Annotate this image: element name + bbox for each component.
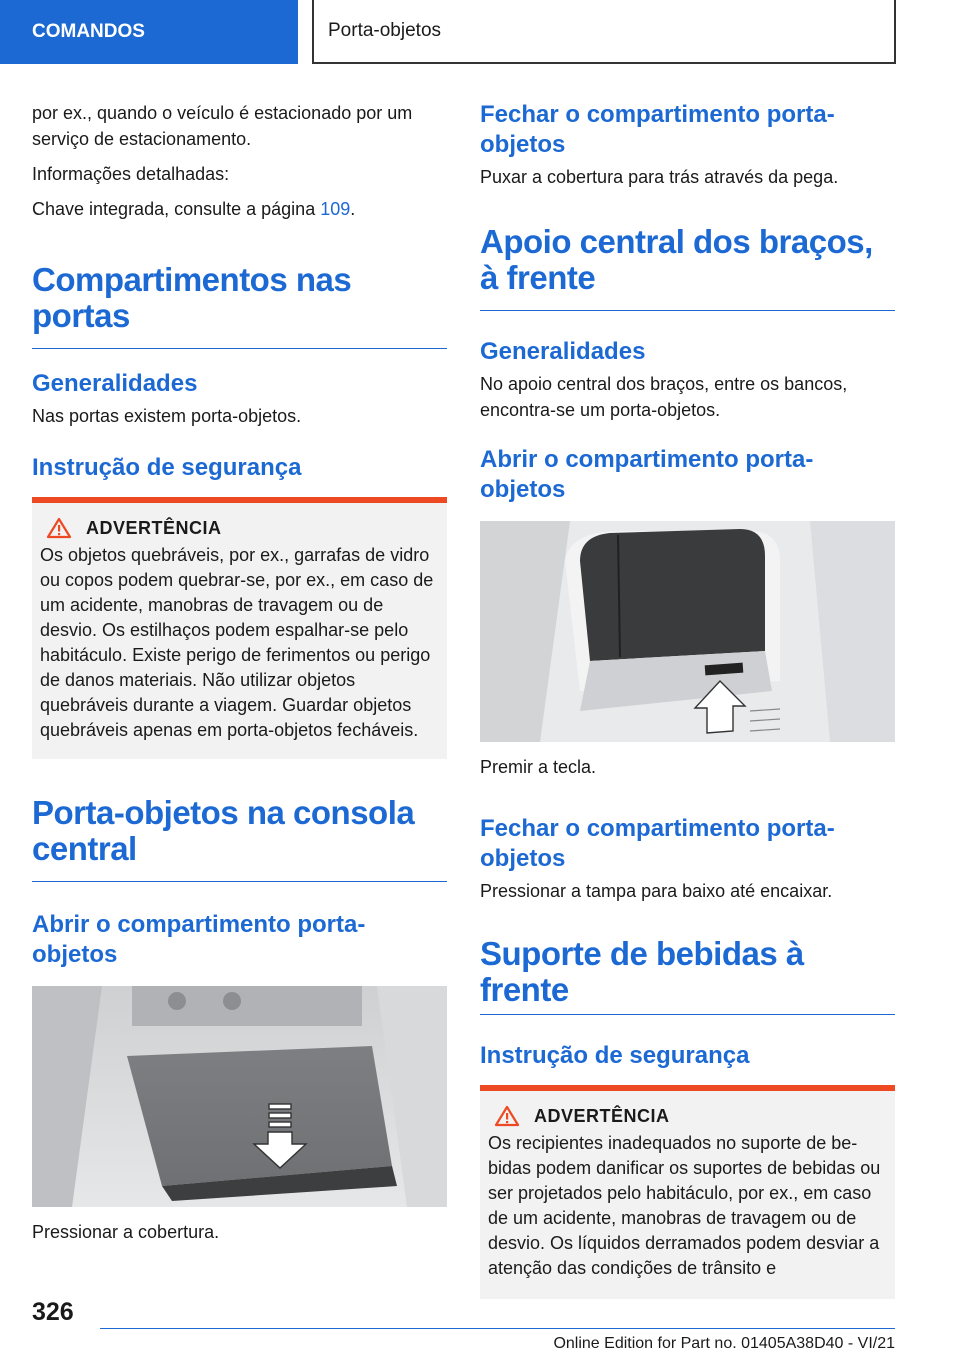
heading-safety: Instrução de segurança: [32, 454, 302, 481]
warning-text: Os recipientes inadequados no suporte de bebidas podem danificar os suportes de bebidas ou ser projetados pelo habitáculo, por ex., em caso de um acidente, manobras de travagem ou de desvio. Os líquidos derramados podem desviar a atenção das condições de trânsito e: [488, 1133, 881, 1278]
right-column: [480, 100, 895, 1299]
heading-door-compartments: Compartimentos nas portas: [32, 262, 447, 349]
chapter-title: Porta-objetos: [328, 20, 442, 41]
general-paragraph: No apoio central dos braços, entre os bancos, encontra-se um porta-objetos.: [480, 374, 848, 420]
general-paragraph: Nas portas existem porta-objetos.: [32, 406, 302, 426]
page-number: 326: [32, 1298, 74, 1326]
edition-text: Online Edition for Part no. 01405A38D40 - VI/21: [553, 1335, 895, 1352]
console-compartment-figure: [32, 986, 447, 1207]
warning-triangle-icon: [494, 1105, 520, 1127]
heading-close-compartment-2: Fechar o compartimento porta-objetos: [480, 815, 835, 872]
warning-triangle-icon: [46, 517, 72, 539]
heading-console-storage: Porta-objetos na consola central: [32, 795, 447, 882]
heading-close-compartment: Fechar o compartimento porta-objetos: [480, 101, 835, 158]
heading-open-compartment: Abrir o compartimento porta-objetos: [480, 446, 814, 503]
warning-text: Os objetos quebráveis, por ex., garrafas de vidro ou copos podem quebrar-se, por ex., em caso de um acidente, manobras de travagem ou de desvio. Os estilhaços podem espalhar-se pelo habitáculo. Existe perigo de ferimentos ou perigo de danos materiais. Não utilizar objetos quebráveis durante a viagem. Guardar objetos quebráveis apenas em porta-objetos fecháveis.: [40, 545, 434, 740]
heading-cup-holder: Suporte de bebidas à frente: [480, 936, 895, 1015]
warning-title: ADVERTÊNCIA: [534, 1105, 670, 1126]
page-reference-link[interactable]: 109: [320, 199, 351, 219]
warning-title: ADVERTÊNCIA: [86, 517, 222, 538]
heading-open-compartment: Abrir o compartimento porta-objetos: [32, 911, 366, 968]
left-column: [32, 100, 447, 1254]
heading-armrest: Apoio central dos braços, à frente: [480, 224, 895, 311]
intro-paragraph: por ex., quando o veículo é estacionado por um serviço de estacionamento.: [32, 103, 413, 149]
section-tab: [0, 0, 298, 64]
heading-general: Generalidades: [480, 338, 646, 365]
figure-caption: Pressionar a cobertura.: [32, 1222, 220, 1242]
warning-box: [480, 1085, 895, 1299]
section-label: COMANDOS: [32, 21, 145, 42]
reference-paragraph: Chave integrada, consulte a página 109.: [32, 199, 356, 219]
heading-safety: Instrução de segurança: [480, 1042, 750, 1069]
close-paragraph: Puxar a cobertura para trás através da pega.: [480, 167, 839, 187]
page-header-title: [312, 0, 896, 64]
detail-label: Informações detalhadas:: [32, 164, 230, 184]
heading-general: Generalidades: [32, 370, 198, 397]
warning-box: [32, 497, 447, 759]
close-paragraph-2: Pressionar a tampa para baixo até encaixar.: [480, 881, 833, 901]
armrest-figure: [480, 521, 895, 742]
footer-rule: [100, 1328, 895, 1329]
figure-caption: Premir a tecla.: [480, 757, 597, 777]
